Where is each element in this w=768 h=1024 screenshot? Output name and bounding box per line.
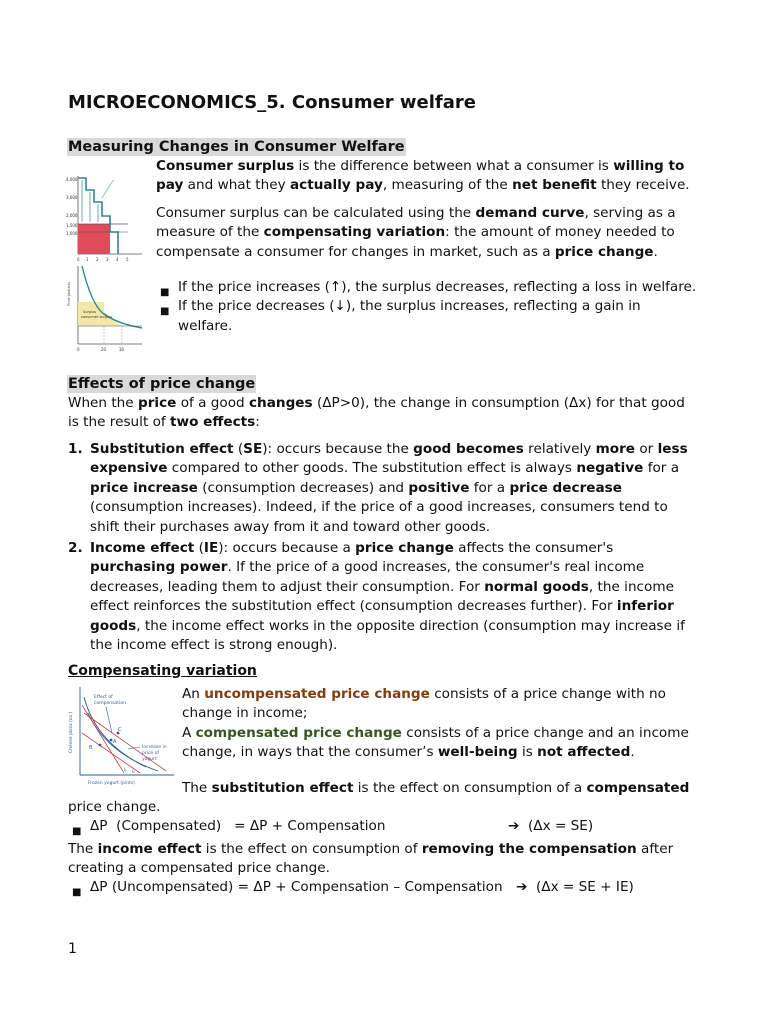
text-line: Substitution effect (SE): occurs because the good becomes relatively more or less bbox=[90, 441, 688, 457]
fig2-ylabel: Price (dollars) bbox=[67, 281, 71, 306]
formula-text: ΔP (Uncompensated) = ΔP + Compensation – Compensation bbox=[90, 879, 503, 895]
compensated-change-paragraph bbox=[182, 685, 722, 763]
fig3-callout: Effect of bbox=[94, 695, 113, 700]
text-line: The income effect is the effect on consumption of removing the compensation after bbox=[68, 841, 674, 857]
text-line: goods, the income effect works in the opposite direction (consumption may increase if bbox=[90, 617, 685, 634]
fig3-point-label: A bbox=[113, 739, 117, 745]
price-change-bullet-list bbox=[160, 278, 720, 336]
text-line: An uncompensated price change consists of a price change with no bbox=[182, 686, 666, 702]
text-line: change in income; bbox=[182, 705, 308, 722]
income-effect-item: 2. Income effect (IE): occurs because a price change affects the consumer's purchasing power. If the price of a good increases, the consumer's real income decreases, leading them to adjust their consumption. For normal goods, the income effect reinforces the substitution effect (consumption decreases further). For inferior goods, the income effect works in the opposite direction (consumption may increase if the income effect is strong enough). bbox=[68, 539, 718, 655]
arrow-icon: ➔ bbox=[516, 879, 528, 895]
formula-result: (Δx = SE + IE) bbox=[536, 879, 634, 895]
fig2-label: Surplus bbox=[83, 310, 97, 314]
section-heading-price-change: Effects of price change bbox=[68, 376, 256, 392]
fig3-curve-label: I₁ bbox=[124, 767, 127, 772]
fig1-xtick: 3 bbox=[106, 257, 109, 262]
text-line: Consumer surplus can be calculated using the demand curve, serving as a bbox=[156, 205, 676, 221]
fig3-ylabel: Cheese pizza (oz.) bbox=[69, 711, 74, 753]
substitution-effect-line: The substitution effect is the effect on consumption of a compensated bbox=[182, 780, 690, 796]
fig1-xtick: 0 bbox=[77, 257, 80, 262]
fig1-xtick: 4 bbox=[116, 257, 119, 262]
formula-result: (Δx = SE) bbox=[528, 818, 594, 834]
text-line: A compensated price change consists of a price change and an income bbox=[182, 724, 689, 741]
fig3-callout: yogurt bbox=[142, 757, 157, 762]
text-line: effect reinforces the substitution effect (consumption decreases further). For inferior bbox=[90, 598, 674, 615]
effects-intro-paragraph bbox=[68, 394, 718, 433]
consumer-surplus-paragraph bbox=[156, 157, 716, 196]
consumer-surplus-bar-figure bbox=[66, 172, 144, 264]
fig2-xtick: 0 bbox=[77, 347, 80, 352]
section-heading-consumer-welfare: Measuring Changes in Consumer Welfare bbox=[68, 139, 405, 155]
fig1-xtick: 5 bbox=[126, 257, 129, 262]
page-title: MICROECONOMICS_5. Consumer welfare bbox=[68, 92, 476, 113]
list-item: ■ If the price increases (↑), the surplus decreases, reflecting a loss in welfare. bbox=[160, 279, 697, 298]
text-line: (consumption increases). Indeed, if the price of a good increases, consumers tend to bbox=[90, 499, 668, 516]
list-item: ■ If the price decreases (↓), the surplus increases, reflecting a gain in bbox=[160, 298, 641, 318]
text-line: creating a compensated price change. bbox=[68, 860, 330, 877]
fig3-callout: Increase in bbox=[142, 745, 167, 750]
fig2-xtick: 30 bbox=[119, 347, 125, 352]
text-line: is the result of two effects: bbox=[68, 414, 260, 431]
text-line: Income effect (IE): occurs because a price change affects the consumer's bbox=[90, 540, 614, 556]
text-line: change, in ways that the consumer’s well-being is not affected. bbox=[182, 744, 635, 761]
text-line: purchasing power. If the price of a good increases, the consumer's real income bbox=[90, 559, 645, 576]
fig1-ytick: 1,000 bbox=[66, 231, 78, 236]
fig3-xlabel: Frozen yogurt (pints) bbox=[88, 781, 135, 786]
text-line: shift their purchases away from it and toward other goods. bbox=[90, 518, 491, 535]
text-line: decreases, leading them to adjust their consumption. For normal goods, the income bbox=[90, 578, 674, 595]
text-line: price change. bbox=[68, 799, 161, 815]
substitution-effect-item: 1. Substitution effect (SE): occurs because the good becomes relatively more or less expensive compared to other goods. The substitution effect is always negative for a price increase (consumption decreases) and positive for a price decrease (consumption increases). Indeed, if the price of a good increases, consumers tend to shift their purchases away from it and toward other goods. bbox=[68, 440, 718, 537]
text-line: pay and what they actually pay, measuring of the net benefit they receive. bbox=[156, 177, 690, 194]
section-heading-compensating-variation: Compensating variation bbox=[68, 663, 257, 679]
fig1-xtick: 2 bbox=[96, 257, 99, 262]
consumer-surplus-curve-figure bbox=[66, 262, 144, 354]
fig3-point-label: B bbox=[89, 745, 93, 751]
fig3-curve-label: I₂ bbox=[132, 769, 135, 774]
formula-text: ΔP (Compensated) = ΔP + Compensation bbox=[90, 818, 386, 834]
text-line: Consumer surplus is the difference between what a consumer is willing to bbox=[156, 158, 685, 174]
text-line: expensive compared to other goods. The substitution effect is always negative for a bbox=[90, 460, 680, 477]
page-number: 1 bbox=[68, 941, 77, 957]
text-line: measure of the compensating variation: the amount of money needed to bbox=[156, 224, 675, 241]
text-line: the income effect is strong enough). bbox=[90, 637, 338, 654]
document-page: MICROECONOMICS_5. Consumer welfare Measuring Changes in Consumer Welfare 4,000 3,000 2,000 1,500 1,000 0 1 2 3 4 5 Price (dollars) Surplus consumer surplus 0 20 30 Consumer surplus is the difference between what a consumer is willing to pay and what they actually pay, measuring of the net benefit they receive. Consumer surplus can be calculated using the demand curve, serving as a measure of the compensating variation: the amount of money needed to compensate a consumer for changes in market, such as a price change. ■ If the price increases (↑), the surplus decreases, reflecting a loss in welfare. ■ If the price decreases (↓), the surplus increases, reflecting a gain in welfare. Effects of price change When the price of a good changes (ΔP>0), the change in consumption (Δx) for that good is the result of two effects: 1. Substitution effect (SE): occurs because the good becomes relatively more or less expensive compared to other goods. The substitution effect is always negative for a price increase (consumption decreases) and positive for a price decrease (consumption increases). Indeed, if the price of a good increases, consumers tend to shift their purchases away from it and toward other goods. 2. Income effect (IE): occurs because a price change affects the consumer's purchasing power. If the price of a good increases, the consumer's real income decreases, leading them to adjust their consumption. For normal goods, the income effect reinforces the substitution effect (consumption decreases further). For inferior goods, the income effect works in the opposite direction (consumption may increase if the income effect is strong enough). Compensating variation Cheese pizza (oz.) Frozen yogurt (pints) Effect of compensation Increase in price of yogurt A B C I₁ I₂ An uncompensated price change consists of a price change with no change in income; A compensated price change consists of a price change and an income change, in ways that the consumer’s well-being is not affected. The substitution effect is the effect on consumption of a compensated price change. ■ ΔP (Compensated) = ΔP + Compensation ➔ (Δx = SE) The income effect is the effect on consumption of removing the compensation after creating a compensated price change. ■ ΔP (Uncompensated) = ΔP + Compensation – Compensation ➔ (Δx = SE + IE) 1 bbox=[0, 0, 768, 1024]
fig3-callout: compensation bbox=[94, 701, 126, 706]
fig1-ytick: 4,000 bbox=[66, 177, 78, 182]
text-line: price increase (consumption decreases) and positive for a price decrease bbox=[90, 479, 622, 496]
fig3-point-label: C bbox=[118, 727, 122, 733]
fig1-ytick: 1,500 bbox=[66, 223, 78, 228]
income-effect-paragraph bbox=[68, 840, 718, 879]
fig1-ytick: 2,000 bbox=[66, 213, 78, 218]
fig1-xtick: 1 bbox=[86, 257, 89, 262]
fig1-ytick: 3,000 bbox=[66, 195, 78, 200]
fig2-xtick: 20 bbox=[101, 347, 107, 352]
text-line: compensate a consumer for changes in market, such as a price change. bbox=[156, 243, 658, 260]
arrow-icon: ➔ bbox=[508, 818, 520, 834]
demand-curve-paragraph bbox=[156, 204, 716, 262]
fig3-callout: price of bbox=[142, 751, 159, 756]
list-item-continuation: welfare. bbox=[178, 317, 233, 334]
fig2-label: consumer surplus bbox=[81, 315, 113, 319]
compensating-variation-figure bbox=[66, 683, 178, 789]
text-line: When the price of a good changes (ΔP>0), the change in consumption (Δx) for that good bbox=[68, 395, 685, 411]
